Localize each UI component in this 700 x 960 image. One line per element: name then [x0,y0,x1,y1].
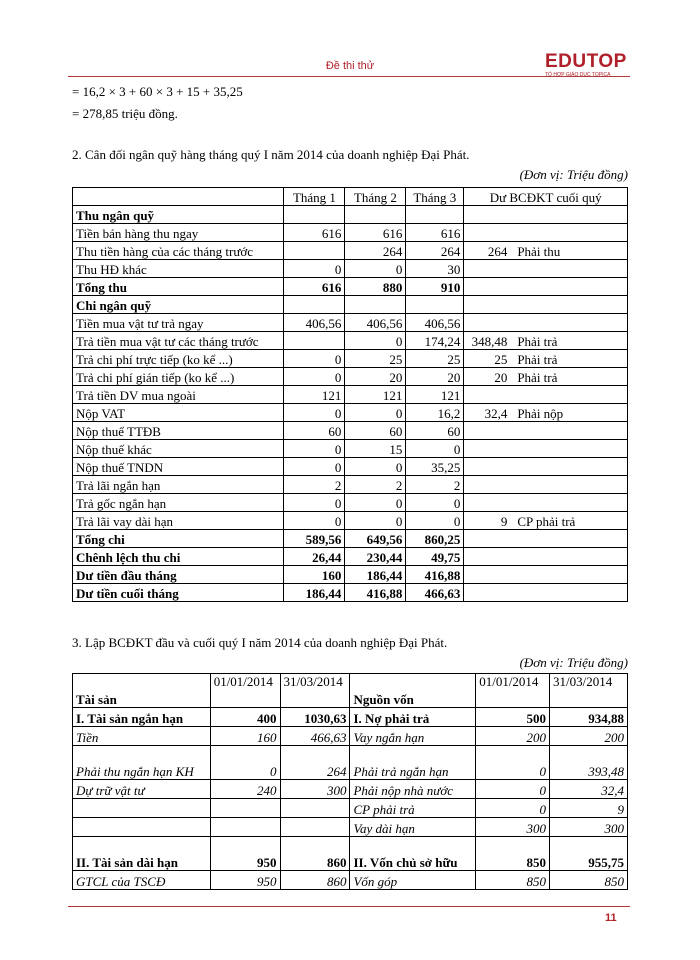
header-cell: Tài sản [73,674,211,708]
balance-value: 264 [487,244,508,259]
value-cell: 466,63 [280,727,350,746]
table-row [73,368,628,386]
balance-cell [464,404,628,422]
table-row [73,296,628,314]
month-value: 649,56 [345,530,406,548]
month-value: 616 [284,278,345,296]
row-label: Nộp thuế TTĐB [73,422,284,440]
row-label: Trả tiền mua vật tư các tháng trước [73,332,284,350]
balance-cell [464,566,628,584]
month-value: 30 [406,260,464,278]
month-value: 0 [284,368,345,386]
month-value: 0 [406,440,464,458]
value-cell: 300 [550,818,628,837]
balance-cell [464,458,628,476]
table-row [73,386,628,404]
month-value: 186,44 [345,566,406,584]
month-value: 0 [284,404,345,422]
balance-value: 20 [494,370,508,385]
month-value [345,206,406,224]
balance-note: Phải nộp [517,406,564,421]
month-value: 35,25 [406,458,464,476]
table-row [73,780,628,799]
section3-heading: 3. Lập BCĐKT đầu và cuối quý I năm 2014 của doanh nghiệp Đại Phát. [72,635,448,650]
row-label: Trả lãi vay dài hạn [73,512,284,530]
row-label: Thu tiền hàng của các tháng trước [73,242,284,260]
value-cell [280,799,350,818]
table-row [73,206,628,224]
row-label: Tiền mua vật tư trả ngay [73,314,284,332]
table-row [73,440,628,458]
cash-budget-table [72,187,628,602]
month-value: 20 [406,368,464,386]
month-value: 860,25 [406,530,464,548]
month-value: 60 [284,422,345,440]
header-cell: 31/03/2014 [280,674,350,708]
month-value: 26,44 [284,548,345,566]
edutop-logo [545,52,635,78]
month-value [345,296,406,314]
table-row [73,332,628,350]
value-cell: 0 [476,746,550,780]
value-cell: 0 [476,780,550,799]
month-value: 0 [406,512,464,530]
row-label: Trả gốc ngắn hạn [73,494,284,512]
row-label: Phải nộp nhà nước [350,780,476,799]
table-row [73,224,628,242]
result-line: = 278,85 triệu đồng. [72,106,178,121]
month-value: 0 [345,404,406,422]
balance-cell [464,476,628,494]
row-label: II. Tài sản dài hạn [73,837,211,871]
section2-heading: 2. Cân đối ngân quỹ hàng tháng quý I năm 2014 của doanh nghiệp Đại Phát. [72,147,470,162]
section2-unit: (Đơn vị: Triệu đồng) [519,167,628,182]
month-value: 60 [345,422,406,440]
month-value: 230,44 [345,548,406,566]
row-label: Thu ngân quỹ [73,206,284,224]
month-value: 16,2 [406,404,464,422]
value-cell [210,818,280,837]
balance-cell [464,314,628,332]
month-value: 910 [406,278,464,296]
row-label: Dư tiền đầu tháng [73,566,284,584]
header-cell: 01/01/2014 [210,674,280,708]
balance-cell [464,224,628,242]
month-value: 264 [345,242,406,260]
month-value [284,242,345,260]
value-cell: 950 [210,871,280,890]
row-label: Chi ngân quỹ [73,296,284,314]
balance-value: 9 [500,514,508,529]
row-label: I. Tài sản ngắn hạn [73,708,211,727]
value-cell: 1030,63 [280,708,350,727]
value-cell: 850 [550,871,628,890]
header-cell: 31/03/2014 [550,674,628,708]
section3-unit: (Đơn vị: Triệu đồng) [519,655,628,670]
table-row [73,566,628,584]
row-label: Phải trả ngắn hạn [350,746,476,780]
table-row [73,242,628,260]
table-row [73,476,628,494]
month-value: 466,63 [406,584,464,602]
table-row [73,260,628,278]
month-value: 406,56 [345,314,406,332]
month-value: 0 [284,440,345,458]
row-label: GTCL của TSCĐ [73,871,211,890]
month-value: 60 [406,422,464,440]
table-header-row [73,188,628,206]
value-cell: 9 [550,799,628,818]
value-cell: 850 [476,837,550,871]
balance-cell [464,584,628,602]
header-divider [68,76,630,77]
balance-cell [464,386,628,404]
header-cell [73,188,284,206]
month-value: 880 [345,278,406,296]
row-label: Thu HĐ khác [73,260,284,278]
value-cell: 934,88 [550,708,628,727]
table-row [73,278,628,296]
month-value [284,296,345,314]
table-row [73,818,628,837]
balance-note: Phải trả [517,334,558,349]
page-number: 11 [605,912,617,924]
value-cell: 240 [210,780,280,799]
header-cell: 01/01/2014 [476,674,550,708]
balance-cell [464,494,628,512]
table-row [73,404,628,422]
balance-cell [464,350,628,368]
value-cell: 300 [280,780,350,799]
header-cell: Tháng 2 [345,188,406,206]
balance-note: Phải trả [517,352,558,367]
value-cell: 0 [476,799,550,818]
table-row [73,530,628,548]
balance-cell [464,278,628,296]
value-cell: 860 [280,871,350,890]
month-value: 616 [406,224,464,242]
balance-value: 25 [494,352,508,367]
balance-value: 32,4 [484,406,508,421]
value-cell: 160 [210,727,280,746]
balance-cell [464,548,628,566]
month-value [406,206,464,224]
balance-cell [464,242,628,260]
row-label [73,799,211,818]
value-cell: 400 [210,708,280,727]
row-label: Phải thu ngắn hạn KH [73,746,211,780]
value-cell: 200 [476,727,550,746]
table-row [73,708,628,727]
month-value: 160 [284,566,345,584]
balance-cell [464,422,628,440]
balance-sheet-table [72,673,628,890]
month-value: 186,44 [284,584,345,602]
month-value: 2 [406,476,464,494]
month-value: 2 [284,476,345,494]
table-row [73,727,628,746]
value-cell: 264 [280,746,350,780]
month-value: 20 [345,368,406,386]
value-cell [210,799,280,818]
row-label: Trả tiền DV mua ngoài [73,386,284,404]
row-label: Trả lãi ngắn hạn [73,476,284,494]
balance-note: Phải thu [517,244,561,259]
balance-cell [464,512,628,530]
table-row [73,494,628,512]
month-value: 0 [284,350,345,368]
table-row [73,548,628,566]
table-row [73,746,628,780]
header-title: Đề thi thử [325,60,375,72]
value-cell [280,818,350,837]
month-value: 616 [284,224,345,242]
row-label: Chênh lệch thu chi [73,548,284,566]
row-label: I. Nợ phải trả [350,708,476,727]
balance-cell [464,332,628,350]
header-cell: Tháng 1 [284,188,345,206]
row-label: Nộp thuế TNDN [73,458,284,476]
month-value: 0 [284,494,345,512]
month-value: 406,56 [284,314,345,332]
logo-text: EDUTOP [545,51,627,72]
value-cell: 393,48 [550,746,628,780]
month-value: 0 [345,458,406,476]
row-label: Vay dài hạn [350,818,476,837]
balance-cell [464,440,628,458]
month-value: 406,56 [406,314,464,332]
table-row [73,837,628,871]
month-value [406,296,464,314]
month-value: 121 [406,386,464,404]
logo-subtitle: TỔ HỢP GIÁO DỤC TOPICA [545,72,611,78]
month-value: 121 [345,386,406,404]
row-label: Vốn góp [350,871,476,890]
table-row [73,422,628,440]
row-label: Dư tiền cuối tháng [73,584,284,602]
table-row [73,512,628,530]
balance-cell [464,206,628,224]
month-value: 15 [345,440,406,458]
month-value: 589,56 [284,530,345,548]
table-row [73,799,628,818]
table-row [73,871,628,890]
row-label: Tổng chi [73,530,284,548]
month-value: 49,75 [406,548,464,566]
value-cell: 955,75 [550,837,628,871]
month-value: 0 [345,494,406,512]
month-value: 2 [345,476,406,494]
header-cell: Dư BCĐKT cuối quý [464,188,628,206]
month-value: 416,88 [345,584,406,602]
row-label: Vay ngắn hạn [350,727,476,746]
month-value [284,206,345,224]
month-value: 25 [345,350,406,368]
row-label: Dự trữ vật tư [73,780,211,799]
value-cell: 500 [476,708,550,727]
month-value: 0 [284,458,345,476]
month-value: 0 [284,512,345,530]
table-row [73,458,628,476]
table-row [73,584,628,602]
row-label: Nộp VAT [73,404,284,422]
month-value: 25 [406,350,464,368]
balance-cell [464,260,628,278]
month-value: 0 [345,332,406,350]
balance-note: Phải trả [517,370,558,385]
table-row [73,350,628,368]
header-cell: Nguồn vốn [350,674,476,708]
month-value: 121 [284,386,345,404]
month-value [284,332,345,350]
value-cell: 950 [210,837,280,871]
row-label: Tiền bán hàng thu ngay [73,224,284,242]
table-header-row [73,674,628,708]
row-label: Trả chi phí trực tiếp (ko kể ...) [73,350,284,368]
formula-line: = 16,2 × 3 + 60 × 3 + 15 + 35,25 [72,84,243,99]
row-label: CP phải trả [350,799,476,818]
balance-cell [464,530,628,548]
value-cell: 32,4 [550,780,628,799]
balance-note: CP phải trả [517,514,576,529]
row-label [73,818,211,837]
month-value: 0 [345,260,406,278]
value-cell: 0 [210,746,280,780]
row-label: Tổng thu [73,278,284,296]
month-value: 616 [345,224,406,242]
row-label: Trả chi phí gián tiếp (ko kể ...) [73,368,284,386]
table-row [73,314,628,332]
balance-cell [464,296,628,314]
balance-value: 348,48 [471,334,508,349]
month-value: 264 [406,242,464,260]
row-label: II. Vốn chủ sở hữu [350,837,476,871]
row-label: Tiền [73,727,211,746]
value-cell: 860 [280,837,350,871]
month-value: 0 [406,494,464,512]
header-cell: Tháng 3 [406,188,464,206]
month-value: 0 [284,260,345,278]
balance-cell [464,368,628,386]
value-cell: 850 [476,871,550,890]
month-value: 416,88 [406,566,464,584]
month-value: 0 [345,512,406,530]
value-cell: 200 [550,727,628,746]
footer-divider [68,906,630,907]
row-label: Nộp thuế khác [73,440,284,458]
month-value: 174,24 [406,332,464,350]
value-cell: 300 [476,818,550,837]
